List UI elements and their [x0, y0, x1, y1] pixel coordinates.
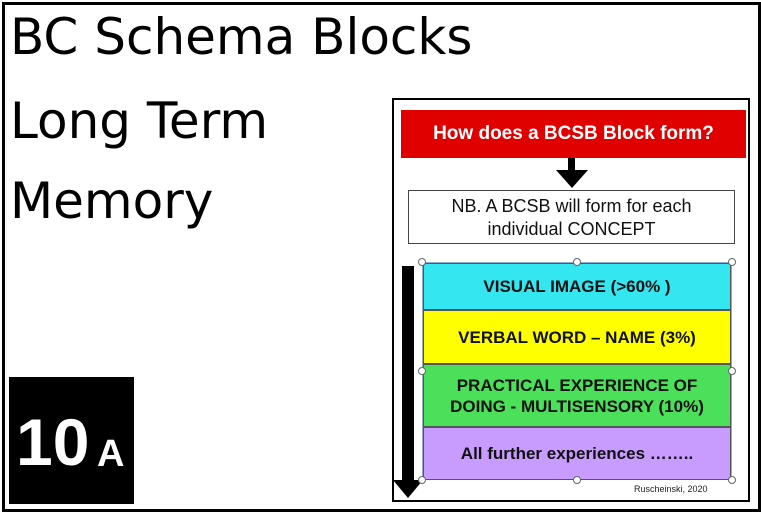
- resize-handle-mid-left[interactable]: [418, 367, 426, 375]
- block-practical-line-2: DOING - MULTISENSORY (10%): [450, 396, 704, 416]
- sequence-arrow-shaft: [402, 266, 414, 482]
- resize-handle-top-center[interactable]: [573, 258, 581, 266]
- title-line-2: Long Term: [10, 92, 269, 150]
- resize-handle-top-left[interactable]: [418, 258, 426, 266]
- block-visual-image: VISUAL IMAGE (>60% ): [423, 263, 731, 310]
- note-box: [408, 190, 735, 244]
- resize-handle-bottom-left[interactable]: [418, 476, 426, 484]
- badge-letter: A: [97, 433, 125, 475]
- block-practical-experience: [423, 364, 731, 427]
- block-verbal-word: VERBAL WORD – NAME (3%): [423, 310, 731, 364]
- badge-number: 10: [16, 405, 90, 479]
- title-line-3: Memory: [10, 172, 214, 230]
- note-line-1: NB. A BCSB will form for each: [451, 196, 692, 216]
- resize-handle-top-right[interactable]: [728, 258, 736, 266]
- block-practical-line-1: PRACTICAL EXPERIENCE OF: [456, 375, 698, 395]
- resize-handle-bottom-right[interactable]: [728, 476, 736, 484]
- lesson-badge: [9, 377, 134, 504]
- block-further-experiences: All further experiences ……..: [423, 427, 731, 480]
- resize-handle-bottom-center[interactable]: [573, 476, 581, 484]
- note-line-2: individual CONCEPT: [487, 219, 656, 239]
- down-arrow-icon: [556, 170, 588, 188]
- credit-text: Ruscheinski, 2020: [634, 484, 708, 494]
- title-line-1: BC Schema Blocks: [10, 8, 473, 66]
- resize-handle-mid-right[interactable]: [728, 367, 736, 375]
- question-box: How does a BCSB Block form?: [401, 110, 746, 158]
